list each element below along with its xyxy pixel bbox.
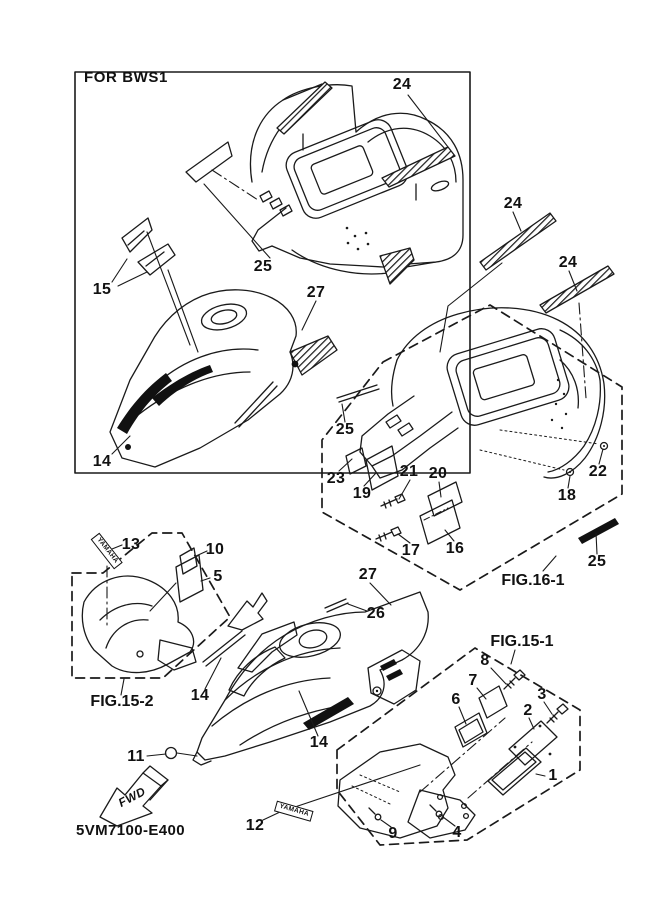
callout-27: 27 — [306, 284, 326, 301]
callout-2: 2 — [523, 702, 533, 719]
callout-15: 15 — [92, 281, 112, 298]
center-front-body — [166, 592, 429, 765]
top-box-title: FOR BWS1 — [84, 69, 168, 86]
stripe-decals-24 — [480, 213, 614, 313]
callout-1: 1 — [548, 767, 558, 784]
callout-10: 10 — [205, 541, 225, 558]
callout-7: 7 — [468, 672, 478, 689]
callout-13: 13 — [121, 536, 141, 553]
fig-15-1-boundary — [337, 648, 580, 845]
callout-11: 11 — [127, 748, 145, 765]
callout-3: 3 — [537, 686, 547, 703]
drawing-number: 5VM7100-E400 — [76, 822, 186, 839]
figure-label-15-2: FIG.15-2 — [90, 693, 154, 710]
callout-5: 5 — [213, 568, 223, 585]
callout-14: 14 — [190, 687, 210, 704]
figure-label-16-1: FIG.16-1 — [501, 572, 565, 589]
callout-8: 8 — [480, 652, 490, 669]
callout-21: 21 — [399, 463, 419, 480]
callout-18: 18 — [557, 487, 577, 504]
callout-9: 9 — [388, 825, 398, 842]
callout-26: 26 — [366, 605, 386, 622]
fig-15-2-fender — [82, 548, 203, 673]
callout-24: 24 — [558, 254, 578, 271]
callout-25: 25 — [587, 553, 607, 570]
front-body-in-box — [110, 218, 337, 467]
callout-6: 6 — [451, 691, 461, 708]
fwd-arrow-label: FWD — [115, 784, 149, 810]
fig-16-1-assembly — [337, 308, 619, 544]
callout-16: 16 — [445, 540, 465, 557]
yamaha-decal-12: YAMAHA — [274, 801, 314, 822]
callout-4: 4 — [452, 824, 462, 841]
callout-23: 23 — [326, 470, 346, 487]
callout-19: 19 — [352, 485, 372, 502]
callout-25: 25 — [253, 258, 273, 275]
callout-27: 27 — [358, 566, 378, 583]
callout-20: 20 — [428, 465, 448, 482]
callout-22: 22 — [588, 463, 608, 480]
yamaha-decal-13: YAMAHA — [91, 533, 123, 570]
callout-25: 25 — [335, 421, 355, 438]
fig-16-1-boundary — [322, 305, 622, 590]
callout-14: 14 — [92, 453, 112, 470]
callout-14: 14 — [309, 734, 329, 751]
callout-24: 24 — [503, 195, 523, 212]
callout-12: 12 — [245, 817, 265, 834]
figure-label-15-1: FIG.15-1 — [490, 633, 554, 650]
callout-24: 24 — [392, 76, 412, 93]
callout-17: 17 — [401, 542, 421, 559]
